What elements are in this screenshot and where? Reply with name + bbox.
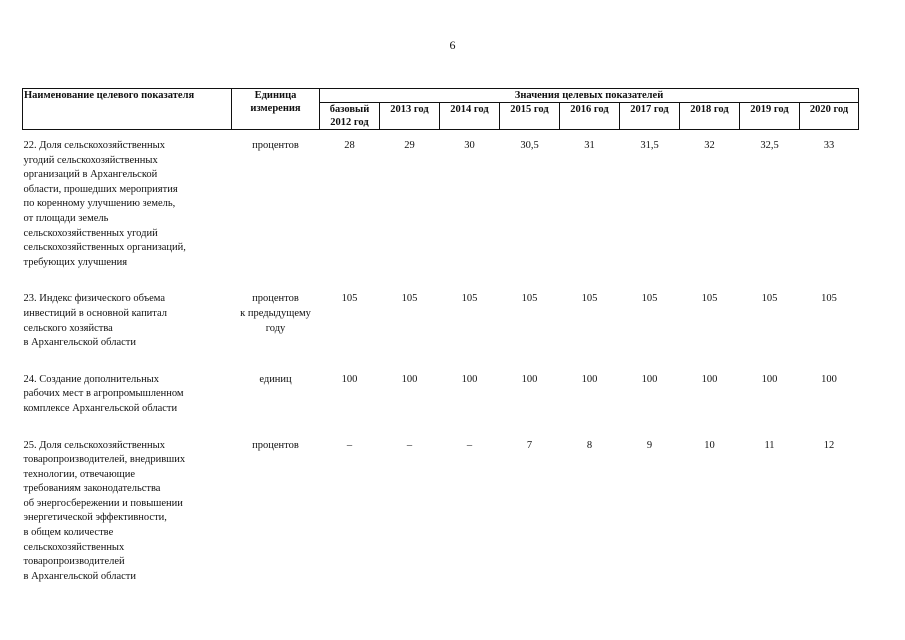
indicator-unit-line: процентов <box>252 140 299 151</box>
indicator-unit <box>232 439 320 585</box>
table-row <box>23 130 859 271</box>
row-spacer <box>23 417 859 439</box>
indicator-value: 105 <box>521 293 538 305</box>
header-unit: Единица измерения <box>232 89 320 130</box>
header-year: 2019 год <box>740 103 800 130</box>
table-body <box>23 130 859 585</box>
indicator-name-line: по коренному улучшению земель, <box>23 198 176 210</box>
header-year: 2013 год <box>380 103 440 130</box>
indicator-value: 100 <box>401 373 418 385</box>
indicator-name <box>23 439 232 585</box>
indicator-value: 29 <box>404 140 415 151</box>
indicator-value: 33 <box>823 140 835 151</box>
indicator-value: 28 <box>344 140 355 151</box>
table-row <box>23 439 859 585</box>
indicator-name-line: от площади земель <box>23 212 109 224</box>
indicator-name <box>23 292 232 350</box>
indicator-name-line: требованиям законодательства <box>23 483 161 495</box>
indicator-value: – <box>346 439 353 451</box>
indicator-value: 105 <box>701 293 718 305</box>
indicator-value: 105 <box>761 293 778 305</box>
indicator-value: 105 <box>401 293 418 305</box>
indicator-value: 30,5 <box>520 140 539 151</box>
indicator-value: 100 <box>341 373 358 385</box>
indicator-name-line: 22. Доля сельскохозяйственных <box>23 140 165 151</box>
indicator-name-line: угодий сельскохозяйственных <box>23 154 158 166</box>
indicator-name-line: в Архангельской области <box>23 337 136 349</box>
indicator-value: 11 <box>764 439 775 451</box>
indicator-unit-line: единиц <box>259 373 292 385</box>
indicator-value: 100 <box>821 373 837 385</box>
indicator-name-line: сельскохозяйственных угодий <box>23 227 158 239</box>
indicator-value: 105 <box>821 293 837 305</box>
indicator-name-line: 25. Доля сельскохозяйственных <box>23 439 165 451</box>
indicator-value: 10 <box>704 439 715 451</box>
indicator-value: 31,5 <box>640 140 659 151</box>
indicator-name-line: сельскохозяйственных <box>23 541 125 553</box>
indicator-value: 100 <box>641 373 658 385</box>
indicator-value: 100 <box>761 373 778 385</box>
indicator-name-line: товаропроизводителей, внедривших <box>23 454 186 466</box>
indicator-unit <box>232 292 320 350</box>
indicator-name-line: рабочих мест в агропромышленном <box>23 388 184 400</box>
indicator-value: 9 <box>646 439 653 451</box>
table-header <box>23 89 859 130</box>
indicator-name-line: 24. Создание дополнительных <box>23 373 159 385</box>
indicator-name-line: инвестиций в основной капитал <box>23 307 168 319</box>
indicator-name-line: энергетической эффективности, <box>23 512 167 524</box>
indicator-unit-line: процентов <box>252 439 299 451</box>
indicator-value: 12 <box>823 439 835 451</box>
indicator-value: 100 <box>701 373 718 385</box>
indicator-unit <box>232 130 320 271</box>
indicator-value: 32,5 <box>760 140 779 151</box>
indicator-name-line: в общем количестве <box>23 527 114 539</box>
indicator-name <box>23 373 232 417</box>
indicator-unit-line: году <box>265 322 286 334</box>
indicator-name-line: комплексе Архангельской области <box>23 402 178 414</box>
indicator-name-line: технологии, отвечающие <box>23 468 136 480</box>
indicator-name-line: об энергосбережении и повышении <box>23 497 183 509</box>
indicator-unit-line: к предыдущему <box>240 307 311 319</box>
indicator-unit-line: процентов <box>252 293 299 305</box>
indicator-unit <box>232 373 320 417</box>
table-row <box>23 373 859 417</box>
header-year: 2018 год <box>680 103 740 130</box>
header-year: 2015 год <box>500 103 560 130</box>
indicator-value: – <box>406 439 413 451</box>
indicator-value: 30 <box>464 140 475 151</box>
indicator-value: 105 <box>341 293 358 305</box>
indicator-value: – <box>466 439 473 451</box>
header-year: 2017 год <box>620 103 680 130</box>
target-indicators-table <box>22 88 859 584</box>
indicator-value: 8 <box>586 439 593 451</box>
indicator-name-line: товаропроизводителей <box>23 556 125 568</box>
indicator-value: 105 <box>641 293 658 305</box>
indicator-value: 31 <box>584 140 595 151</box>
header-year: 2016 год <box>560 103 620 130</box>
indicator-value: 105 <box>461 293 478 305</box>
indicator-value: 105 <box>581 293 598 305</box>
indicator-name-line: требующих улучшения <box>23 256 128 268</box>
indicator-name-line: сельскохозяйственных организаций, <box>23 242 186 254</box>
indicator-name-line: в Архангельской области <box>23 570 136 582</box>
header-year: базовый 2012 год <box>320 103 380 130</box>
indicator-name-line: организаций в Архангельской <box>23 169 158 181</box>
indicator-value: 100 <box>581 373 598 385</box>
header-indicator-name: Наименование целевого показателя <box>23 89 232 130</box>
indicator-name-line: 23. Индекс физического объема <box>23 293 166 305</box>
header-year: 2020 год <box>800 103 859 130</box>
header-values-group: Значения целевых показателей <box>320 89 859 103</box>
row-spacer <box>23 351 859 373</box>
page-number: 6 <box>449 38 456 52</box>
row-spacer <box>23 270 859 292</box>
indicator-name <box>23 130 232 271</box>
indicator-value: 7 <box>526 439 533 451</box>
indicator-value: 32 <box>704 140 715 151</box>
table-row <box>23 292 859 350</box>
indicator-value: 100 <box>461 373 478 385</box>
header-year: 2014 год <box>440 103 500 130</box>
indicator-name-line: сельского хозяйства <box>23 322 113 334</box>
indicator-name-line: области, прошедших мероприятия <box>23 183 178 195</box>
indicator-value: 100 <box>521 373 538 385</box>
